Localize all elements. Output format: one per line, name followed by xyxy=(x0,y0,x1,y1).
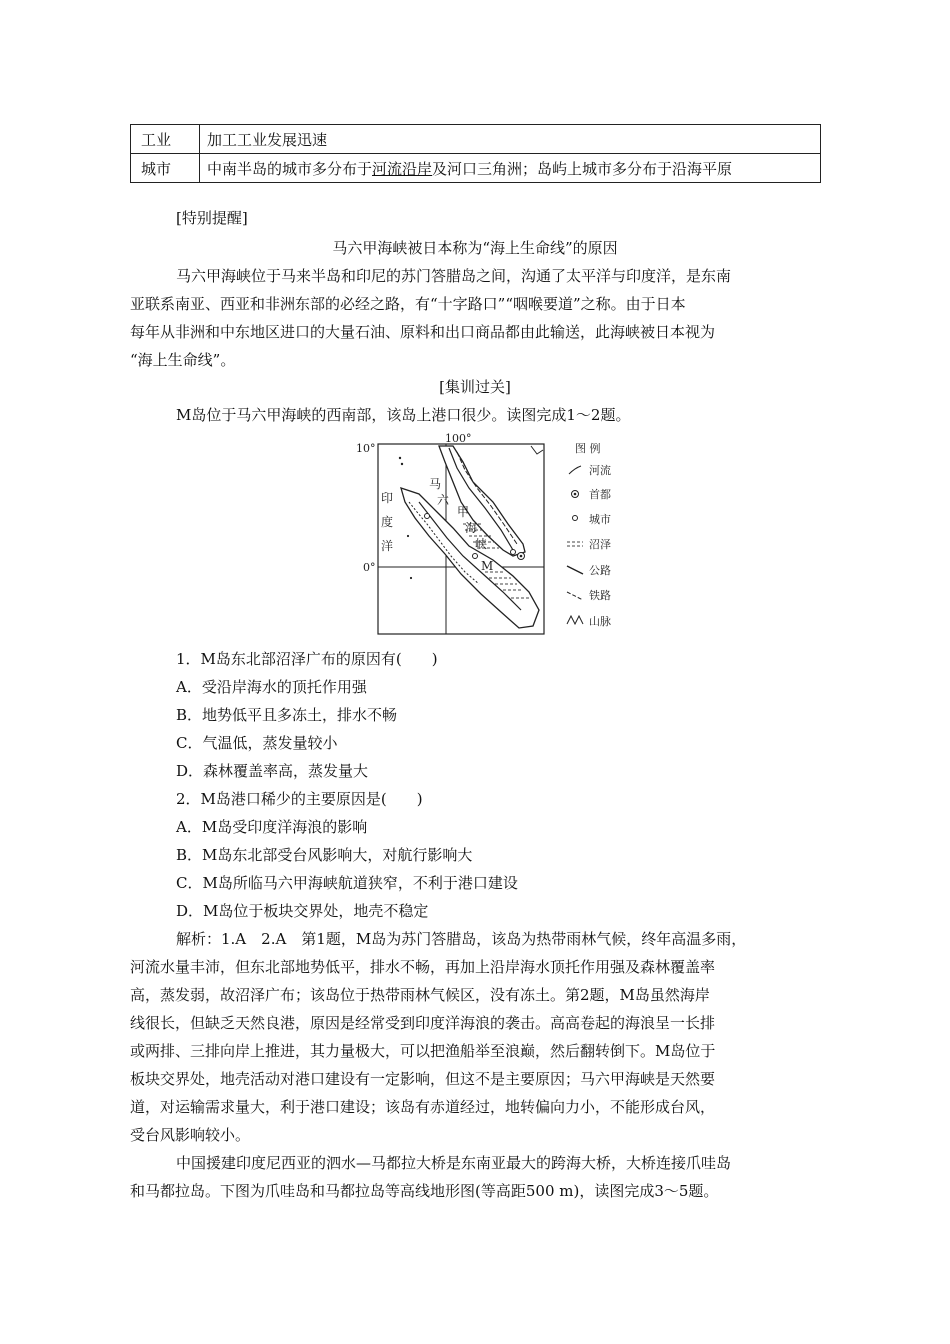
legend-item: 河流 xyxy=(589,464,611,477)
sumatra-map xyxy=(353,432,633,636)
ocean-label: 洋 xyxy=(381,539,394,553)
question-option: D．M岛位于板块交界处，地壳不稳定 xyxy=(176,902,429,920)
table-row xyxy=(131,154,821,183)
closing-line: 和马都拉岛。下图为爪哇岛和马都拉岛等高线地形图(等高距500 m)，读图完成3～5题。 xyxy=(130,1182,719,1200)
table-cell-value: 中南半岛的城市多分布于河流沿岸及河口三角洲；岛屿上城市多分布于沿海平原 xyxy=(200,154,821,183)
question-option: A．受沿岸海水的顶托作用强 xyxy=(176,678,367,696)
tip-title: 马六甲海峡被日本称为“海上生命线”的原因 xyxy=(332,239,618,257)
legend-mountain xyxy=(567,615,611,628)
legend-capital xyxy=(572,487,612,501)
tip-paragraph-line: 每年从非洲和中东地区进口的大量石油、原料和出口商品都由此输送，此海峡被日本视为 xyxy=(130,323,716,341)
legend-item: 铁路 xyxy=(589,589,611,602)
tip-label: [特别提醒] xyxy=(176,209,248,227)
lat-label-top: 10° xyxy=(356,442,376,455)
underlined-phrase: 河流沿岸 xyxy=(372,159,433,178)
ocean-label: 度 xyxy=(381,515,394,529)
tip-paragraph-line: 马六甲海峡位于马来半岛和印尼的苏门答腊岛之间，沟通了太平洋与印度洋，是东南 xyxy=(176,267,732,285)
strait-label: 海 xyxy=(465,521,478,535)
industry-city-table xyxy=(130,124,821,183)
legend-title: 图 例 xyxy=(575,442,601,455)
legend-item: 山脉 xyxy=(589,615,611,628)
question-option: C．气温低，蒸发量较小 xyxy=(176,734,338,752)
table-row xyxy=(131,125,821,154)
ocean-label: 印 xyxy=(381,491,394,505)
analysis-line: 板块交界处，地壳活动对港口建设有一定影响，但这不是主要原因；马六甲海峡是天然要 xyxy=(130,1070,716,1088)
table-cell-key: 城市 xyxy=(131,154,200,183)
legend-item: 公路 xyxy=(589,564,611,577)
practice-intro: M岛位于马六甲海峡的西南部，该岛上港口很少。读图完成1～2题。 xyxy=(176,406,631,424)
island-label: M xyxy=(481,559,494,573)
closing-line: 中国援建印度尼西亚的泗水—马都拉大桥是东南亚最大的跨海大桥，大桥连接爪哇岛 xyxy=(176,1154,732,1172)
legend-item: 城市 xyxy=(589,513,611,526)
strait-label: 峡 xyxy=(475,537,488,551)
lat-label-zero: 0° xyxy=(363,561,376,574)
legend-item: 沼泽 xyxy=(589,538,611,551)
question-option: B．地势低平且多冻土，排水不畅 xyxy=(176,706,398,724)
legend-swamp xyxy=(567,538,611,551)
table-cell-key: 工业 xyxy=(131,125,200,154)
peninsula-label: 马 xyxy=(429,477,442,491)
legend-city xyxy=(573,513,612,526)
analysis-line: 受台风影响较小。 xyxy=(130,1126,251,1144)
legend-railway xyxy=(567,588,611,602)
table-cell-value: 加工工业发展迅速 xyxy=(200,125,821,154)
question-option: A．M岛受印度洋海浪的影响 xyxy=(176,818,368,836)
legend-river xyxy=(569,463,611,477)
question-option: D．森林覆盖率高，蒸发量大 xyxy=(176,762,369,780)
question-stem: 1．M岛东北部沼泽广布的原因有( ) xyxy=(176,650,438,668)
strait-label: 甲 xyxy=(457,505,470,519)
lon-label: 100° xyxy=(445,432,472,445)
analysis-line: 河流水量丰沛，但东北部地势低平，排水不畅，再加上沿岸海水顶托作用强及森林覆盖率 xyxy=(130,958,716,976)
analysis-line: 解析：1.A 2.A 第1题，M岛为苏门答腊岛，该岛为热带雨林气候，终年高温多雨， xyxy=(176,930,747,948)
analysis-line: 高，蒸发弱，故沼泽广布；该岛位于热带雨林气候区，没有冻土。第2题，M岛虽然海岸 xyxy=(130,986,710,1004)
legend-road xyxy=(567,564,611,577)
tip-paragraph-line: “海上生命线”。 xyxy=(130,351,236,369)
analysis-line: 道，对运输需求量大，利于港口建设；该岛有赤道经过，地转偏向力小，不能形成台风， xyxy=(130,1098,716,1116)
analysis-line: 线很长，但缺乏天然良港，原因是经常受到印度洋海浪的袭击。高高卷起的海浪呈一长排 xyxy=(130,1014,716,1032)
question-option: B．M岛东北部受台风影响大，对航行影响大 xyxy=(176,846,473,864)
practice-label: [集训过关] xyxy=(439,378,511,396)
peninsula-label: 六 xyxy=(437,493,450,507)
legend-item: 首都 xyxy=(589,488,611,501)
analysis-line: 或两排、三排向岸上推进，其力量极大，可以把渔船举至浪巅，然后翻转倒下。M岛位于 xyxy=(130,1042,716,1060)
tip-paragraph-line: 亚联系南亚、西亚和非洲东部的必经之路，有“十字路口”“咽喉要道”之称。由于日本 xyxy=(130,295,686,313)
question-stem: 2．M岛港口稀少的主要原因是( ) xyxy=(176,790,423,808)
question-option: C．M岛所临马六甲海峡航道狭窄，不利于港口建设 xyxy=(176,874,518,892)
